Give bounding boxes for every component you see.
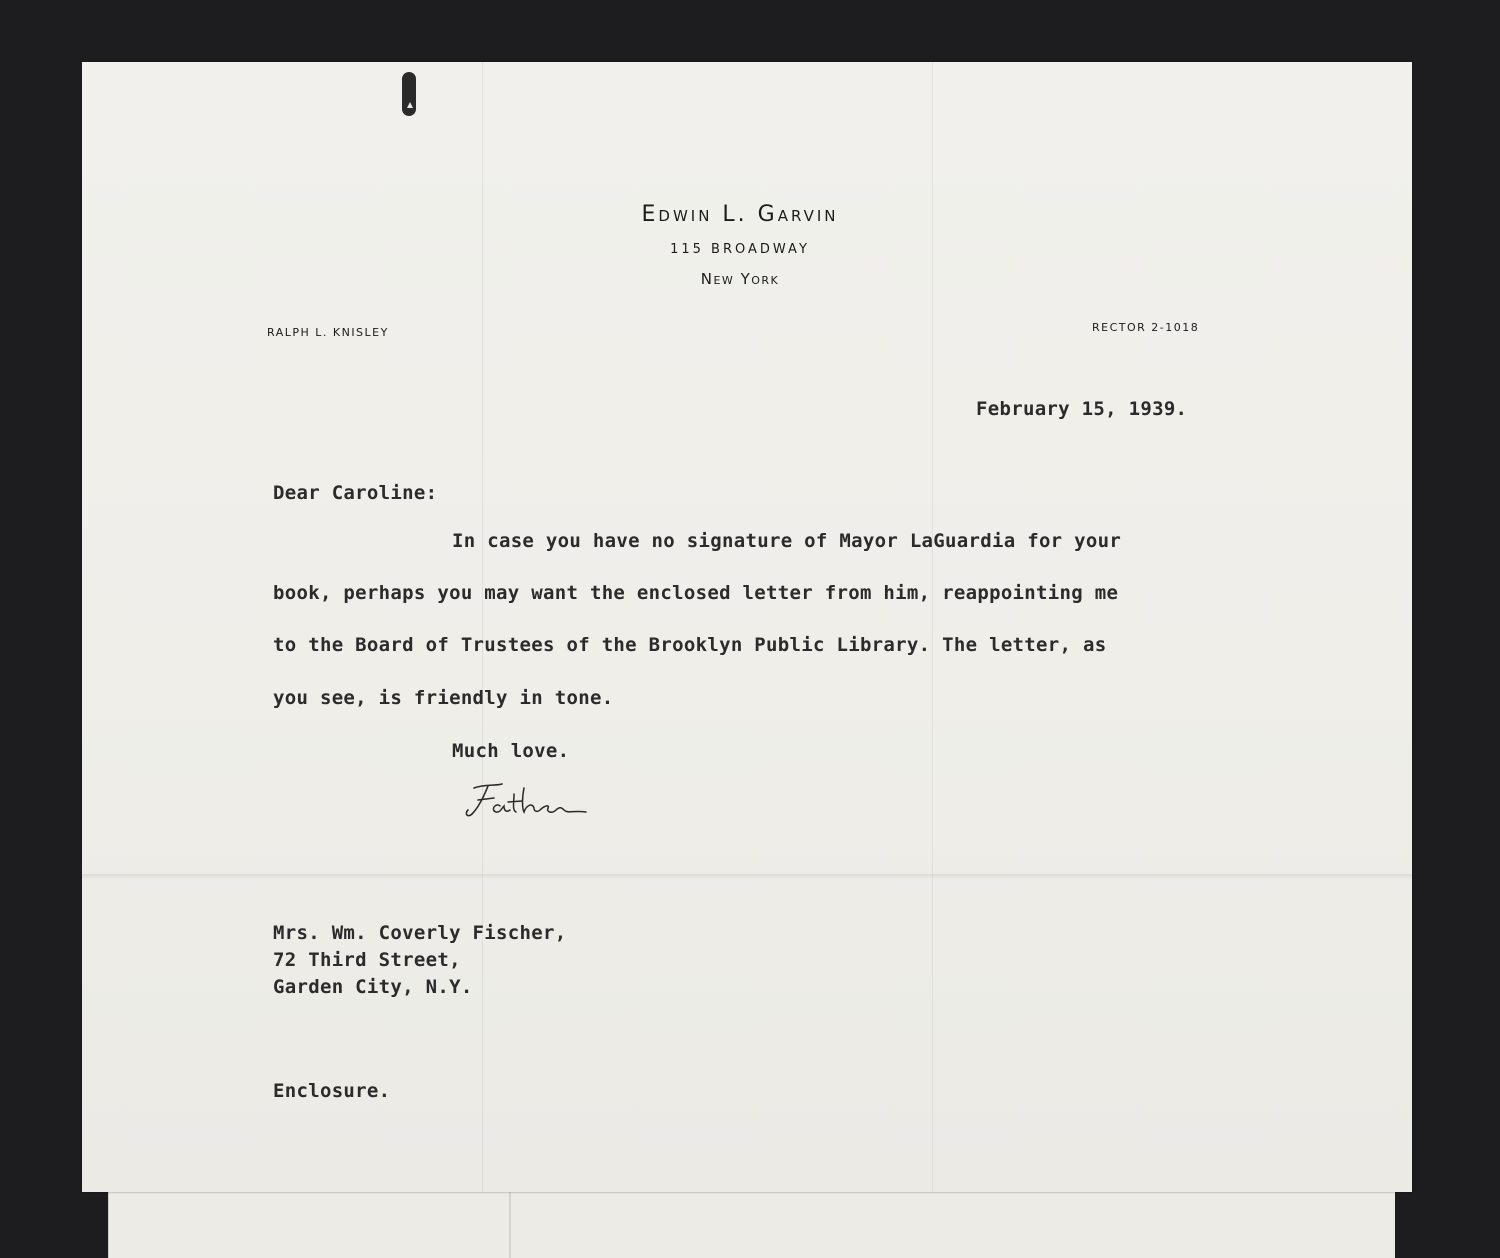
- enclosure-note: Enclosure.: [273, 1080, 391, 1102]
- handwritten-signature: [462, 780, 602, 830]
- letterhead-name: Edwin L. Garvin: [641, 202, 839, 227]
- letterhead-street: 115 BROADWAY: [670, 242, 810, 257]
- back-sheet-crease: [509, 1188, 511, 1258]
- fold-line: [482, 62, 483, 1192]
- fold-line: [82, 874, 1412, 880]
- letterhead-associate: RALPH L. KNISLEY: [267, 326, 389, 339]
- body-line: you see, is friendly in tone.: [273, 687, 614, 709]
- letterhead-phone: RECTOR 2-1018: [1092, 321, 1200, 334]
- fold-line: [932, 62, 933, 1192]
- address-line: 72 Third Street,: [273, 949, 461, 971]
- address-line: Garden City, N.Y.: [273, 976, 473, 998]
- letterhead-city: New York: [700, 270, 780, 288]
- back-sheet: [108, 1188, 1395, 1258]
- body-line: to the Board of Trustees of the Brooklyn Public Library. The letter, as: [273, 634, 1107, 656]
- body-line: In case you have no signature of Mayor LaGuardia for your: [452, 530, 1122, 552]
- address-line: Mrs. Wm. Coverly Fischer,: [273, 922, 567, 944]
- closing: Much love.: [452, 740, 570, 762]
- letter-page: [82, 62, 1412, 1192]
- salutation: Dear Caroline:: [273, 482, 438, 504]
- binder-clip-icon: [402, 72, 416, 116]
- body-line: book, perhaps you may want the enclosed letter from him, reappointing me: [273, 582, 1119, 604]
- letter-date: February 15, 1939.: [976, 398, 1188, 420]
